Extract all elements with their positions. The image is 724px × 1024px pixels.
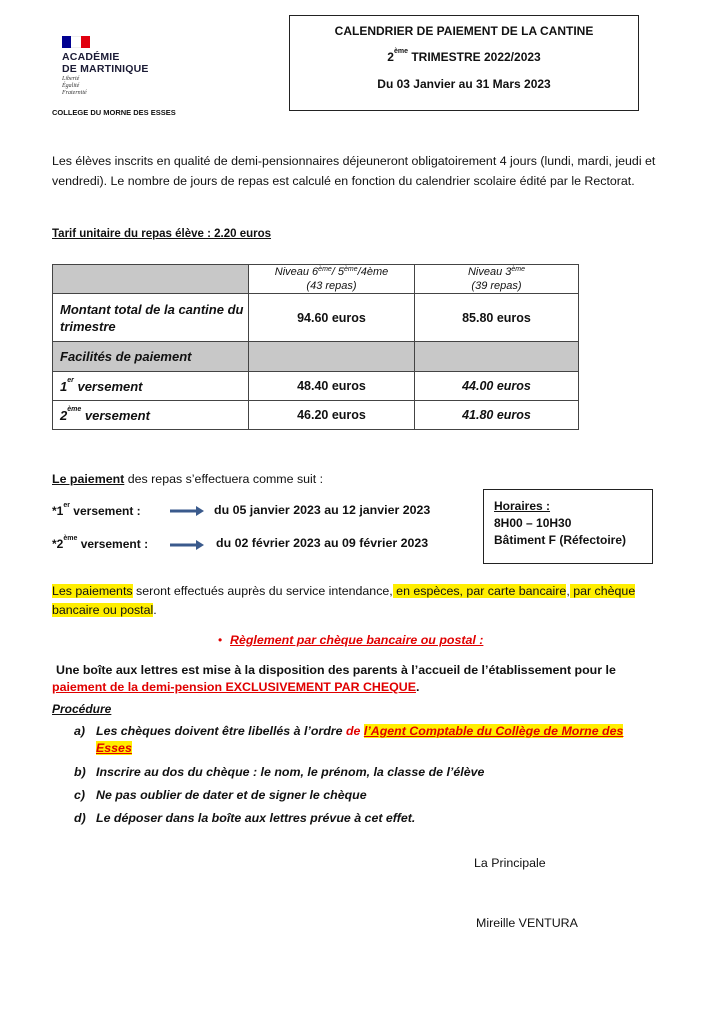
paiement-versement-2-label: *2ème versement : [52,535,149,551]
header-title: CALENDRIER DE PAIEMENT DE LA CANTINE [334,24,594,38]
col-header-6-5-4: Niveau 6ème/ 5ème/4ème (43 repas) [249,265,415,294]
procedure-item-a: a) Les chèques doivent être libellés à l’ordre de l’Agent Comptable du Collège de Morne des Esses [74,724,624,755]
table-row [53,294,579,342]
paiement-versement-1-label: *1er versement : [52,502,141,518]
motto-2: Égalité [62,83,80,89]
motto-1: Liberté [62,76,80,82]
table-row [53,342,579,372]
table-row [53,265,579,294]
paiement-versement-1-date: du 05 janvier 2023 au 12 janvier 2023 [214,503,431,517]
table-corner [53,265,249,294]
horaires-place: Bâtiment F (Réfectoire) [494,533,627,547]
header-trimestre: 2ème TRIMESTRE 2022/2023 [387,48,541,64]
boite-paragraph: Une boîte aux lettres est mise à la disposition des parents à l’accueil de l’établissement pour le paiement de la demi-pension EXCLUSIVEMENT PAR CHEQUE. [52,662,667,696]
facilites-label: Facilités de paiement [53,342,249,372]
procedure-item-d: d) Le déposer dans la boîte aux lettres prévue à cet effet. [74,811,416,825]
horaires-box [483,489,653,564]
versement-2-label: 2ème versement [53,401,249,430]
header-box [289,15,639,111]
tarif-label: Tarif unitaire du repas élève : 2.20 euros [52,228,272,240]
signature-role: La Principale [474,856,546,870]
arrow-right-icon [170,506,204,516]
intro-paragraph: Les élèves inscrits en qualité de demi-pensionnaires déjeuneront obligatoirement 4 jours (lundi, mardi, jeudi et vendredi). Le nombre de jours de repas est calculé en fonction du calendrier scolaire édité par le Rectorat. [52,154,656,188]
total-label: Montant total de la cantine du trimestre [53,294,249,342]
procedure-item-b: b) Inscrire au dos du chèque : le nom, le prénom, la classe de l’élève [74,765,485,779]
versement-1-label: 1er versement [53,372,249,401]
logo-line-1: ACADÉMIE [62,51,120,63]
modes-paiement: Les paiements seront effectués auprès du service intendance, en espèces, par carte bancaire, par chèque bancaire ou postal. [52,584,636,617]
bullet-icon: • [218,633,223,647]
versement-1-amount-b: 44.00 euros [415,372,579,401]
versement-2-amount-b: 41.80 euros [415,401,579,430]
college-name: COLLEGE DU MORNE DES ESSES [52,108,176,117]
price-table [52,264,579,430]
republic-flag-icon [62,36,90,48]
boite-text: Une boîte aux lettres est mise à la disposition des parents à l’accueil de l’établissement pour le [56,663,616,677]
facilites-empty-1 [249,342,415,372]
signature-name: Mireille VENTURA [476,916,578,930]
boite-red: paiement de la demi-pension EXCLUSIVEMENT PAR CHEQUE [52,680,416,694]
procedure-title: Procédure [52,702,112,716]
procedure-item-c: c) Ne pas oublier de dater et de signer le chèque [74,788,367,802]
versement-1-amount-a: 48.40 euros [249,372,415,401]
total-3: 85.80 euros [415,294,579,342]
arrow-right-icon [170,540,204,550]
paiement-versement-2-date: du 02 février 2023 au 09 février 2023 [216,536,429,550]
horaires-time: 8H00 – 10H30 [494,516,572,530]
table-row [53,372,579,401]
table-row [53,401,579,430]
motto-3: Fraternité [62,90,87,96]
versement-2-amount-a: 46.20 euros [249,401,415,430]
total-6-5-4: 94.60 euros [249,294,415,342]
header-dates: Du 03 Janvier au 31 Mars 2023 [377,77,551,91]
logo-line-2: DE MARTINIQUE [62,63,149,75]
facilites-empty-2 [415,342,579,372]
reglement-title: Règlement par chèque bancaire ou postal : [230,633,484,647]
col-header-3: Niveau 3ème (39 repas) [415,265,579,294]
horaires-title: Horaires : [494,499,551,513]
paiement-title: Le paiement des repas s’effectuera comme suit : [52,472,324,486]
